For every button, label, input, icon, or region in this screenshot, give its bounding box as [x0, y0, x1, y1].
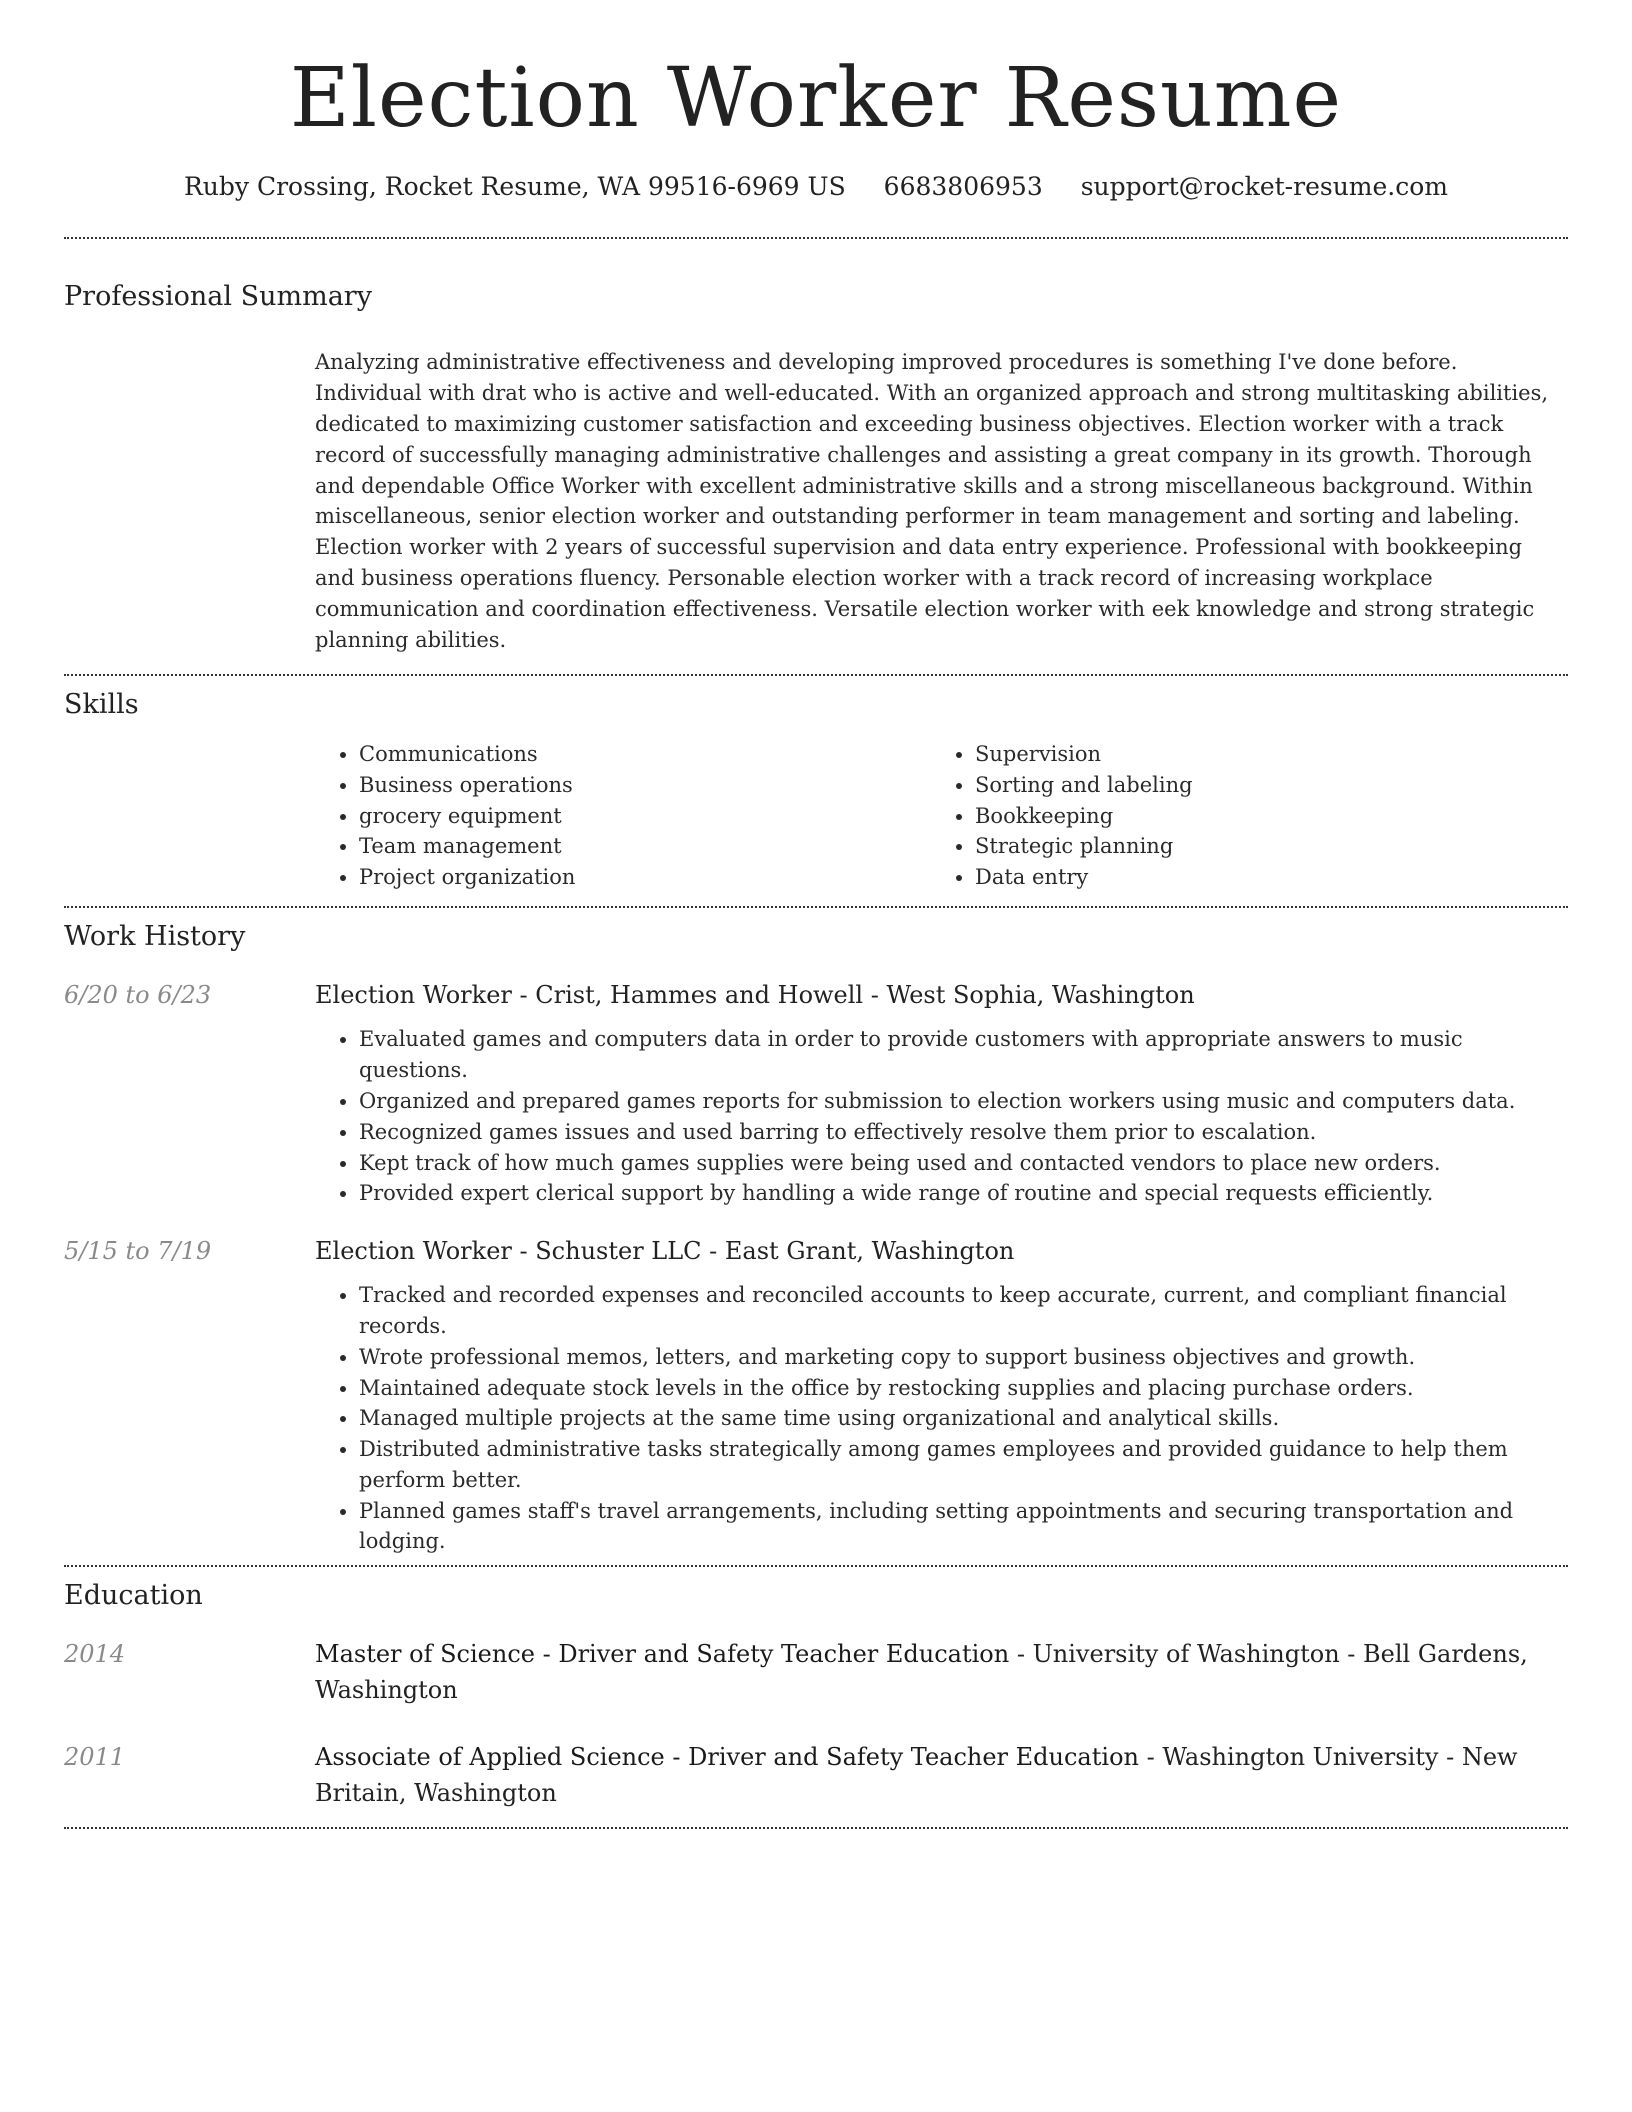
job-dates: 5/15 to 7/19: [64, 1237, 212, 1266]
job-entry: [64, 977, 1568, 1209]
job-bullets: [315, 1280, 1568, 1557]
education-institution: - Washington University - New Britain, Washington: [315, 1743, 1518, 1808]
education-degree: Associate of Applied Science - Driver and Safety Teacher Education: [315, 1743, 1139, 1772]
summary-text: Analyzing administrative effectiveness and developing improved procedures is something I've done before. Individual with drat who is active and well-educated. With an organized approach and strong multitasking abilities, dedicated to maximizing customer satisfaction and exceeding business objectives. Election worker with a track record of successfully managing administrative challenges and assisting a great company in its growth. Thorough and dependable Office Worker with excellent administrative skills and a strong miscellaneous background. Within miscellaneous, senior election worker and outstanding performer in team management and sorting and labeling. Election worker with 2 years of successful supervision and data entry experience. Professional with bookkeeping and business operations fluency. Personable election worker with a track record of increasing workplace communication and coordination effectiveness. Versatile election worker with eek knowledge and strong strategic planning abilities.: [315, 350, 1549, 652]
job-body: [315, 1233, 1568, 1565]
contact-phone: 6683806953: [883, 172, 1043, 202]
skill-item: • Data entry: [975, 862, 1547, 893]
section-divider: [64, 906, 1568, 908]
job-bullet: • Provided expert clerical support by handling a wide range of routine and special requests efficiently.: [359, 1178, 1568, 1209]
education-institution: - University of Washington - Bell Gardens, Washington: [315, 1640, 1528, 1705]
section-divider: [64, 674, 1568, 676]
education-entry: [64, 1636, 1568, 1708]
job-entry: [64, 1233, 1568, 1565]
work-history-heading: Work History: [64, 921, 246, 953]
skill-item: • Strategic planning: [975, 831, 1547, 862]
education-year: 2011: [64, 1743, 126, 1772]
job-bullet: • Distributed administrative tasks strategically among games employees and provided guidance to help them perform better.: [359, 1434, 1568, 1496]
contact-address: Ruby Crossing, Rocket Resume, WA 99516-6969 US: [183, 172, 846, 202]
job-bullets: [315, 1024, 1568, 1209]
job-bullet: • Evaluated games and computers data in order to provide customers with appropriate answers to music questions.: [359, 1024, 1568, 1086]
skill-item: • Sorting and labeling: [975, 770, 1547, 801]
contact-email: support@rocket-resume.com: [1080, 172, 1448, 202]
skill-item: • Business operations: [359, 770, 931, 801]
job-bullet: • Planned games staff's travel arrangements, including setting appointments and securing transportation and lodging.: [359, 1496, 1568, 1558]
education-entry: [64, 1739, 1568, 1811]
education-details: [315, 1636, 1568, 1708]
section-divider: [64, 1565, 1568, 1567]
skill-item: • Project organization: [359, 862, 931, 893]
skills-column-right: [931, 739, 1547, 892]
skill-item: • Communications: [359, 739, 931, 770]
skill-item: • grocery equipment: [359, 801, 931, 832]
job-dates: 6/20 to 6/23: [64, 981, 212, 1010]
job-heading: Election Worker - Schuster LLC - East Grant, Washington: [315, 1237, 1015, 1266]
education-heading: Education: [64, 1580, 203, 1612]
section-divider: [64, 237, 1568, 239]
job-bullet: • Wrote professional memos, letters, and marketing copy to support business objectives and growth.: [359, 1342, 1568, 1373]
education-degree: Master of Science - Driver and Safety Teacher Education: [315, 1640, 1010, 1669]
summary-heading: Professional Summary: [64, 281, 372, 313]
job-bullet: • Maintained adequate stock levels in the office by restocking supplies and placing purchase orders.: [359, 1373, 1568, 1404]
job-heading: Election Worker - Crist, Hammes and Howell - West Sophia, Washington: [315, 981, 1195, 1010]
job-bullet: • Managed multiple projects at the same time using organizational and analytical skills.: [359, 1403, 1568, 1434]
skills-heading: Skills: [64, 689, 139, 721]
job-body: [315, 977, 1568, 1209]
section-divider: [64, 1827, 1568, 1829]
contact-line: [64, 170, 1568, 204]
job-bullet: • Organized and prepared games reports for submission to election workers using music and computers data.: [359, 1086, 1568, 1117]
skill-item: • Supervision: [975, 739, 1547, 770]
resume-title: Election Worker Resume: [289, 51, 1343, 146]
skills-column-left: [315, 739, 931, 892]
education-details: [315, 1739, 1568, 1811]
job-bullet: • Kept track of how much games supplies were being used and contacted vendors to place new orders.: [359, 1148, 1568, 1179]
skills-list: [315, 739, 1568, 892]
skill-item: • Bookkeeping: [975, 801, 1547, 832]
education-year: 2014: [64, 1640, 126, 1669]
job-bullet: • Recognized games issues and used barring to effectively resolve them prior to escalation.: [359, 1117, 1568, 1148]
skill-item: • Team management: [359, 831, 931, 862]
job-bullet: • Tracked and recorded expenses and reconciled accounts to keep accurate, current, and compliant financial records.: [359, 1280, 1568, 1342]
